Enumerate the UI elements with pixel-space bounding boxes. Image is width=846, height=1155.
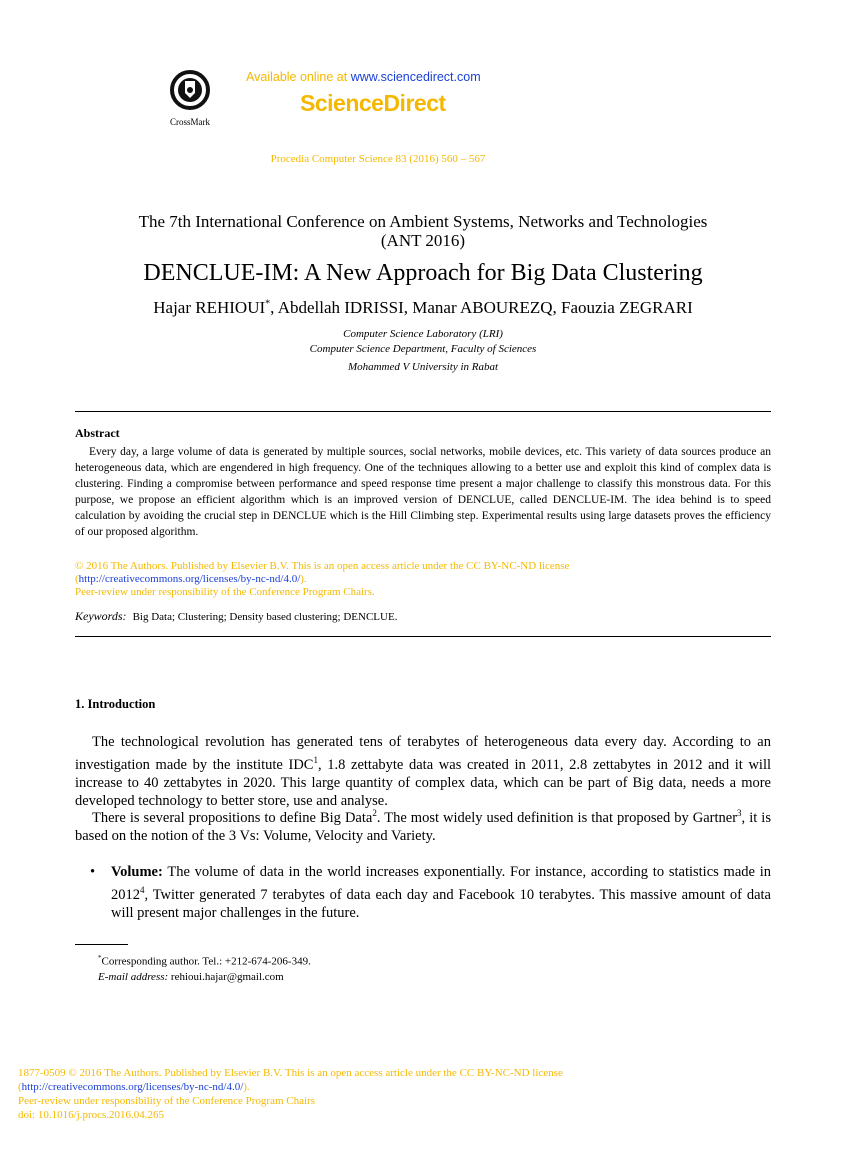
conference-name <box>0 212 846 250</box>
keywords-label: Keywords: <box>75 609 127 623</box>
doi-line[interactable]: doi: 10.1016/j.procs.2016.04.265 <box>18 1109 165 1121</box>
corresponding-mark: * <box>265 298 271 310</box>
license-open-paren: ( <box>75 573 79 585</box>
paper-title: DENCLUE-IM: A New Approach for Big Data Clustering <box>143 260 703 286</box>
footnote-line-2 <box>98 970 311 985</box>
intro-p2-text-a: There is several propositions to define Big Data <box>92 809 373 826</box>
intro-p1-text-b: , 1.8 zettabyte data was created in 2011, 2.8 zettabytes in 2012 and it will increase to 40 zettabytes in 2020. This large quantity of complex data, which can be part of Big data, needs a more developed technology to better store, use and analyse. <box>75 756 771 809</box>
bullet-dot: • <box>90 864 96 880</box>
conference-line-1: The 7th International Conference on Ambient Systems, Networks and Technologies <box>138 212 708 231</box>
footnote-ref-2[interactable]: 2 <box>372 808 377 818</box>
license-close-paren: ). <box>300 573 307 585</box>
footnote-mark: * <box>98 954 102 962</box>
other-authors: , Abdellah IDRISSI, Manar ABOUREZQ, Faouzia ZEGRARI <box>270 298 693 317</box>
license-link[interactable]: http://creativecommons.org/licenses/by-nc-nd/4.0/ <box>78 573 301 585</box>
affiliation-line-2: Computer Science Department, Faculty of Sciences <box>309 343 537 355</box>
bullet-text-a: The volume of data in the world increases exponentially. For instance, according to statistics made in 2012 <box>111 864 771 903</box>
section-heading-introduction: 1. Introduction <box>75 697 156 711</box>
intro-p2-text-c: , it is based on the notion of the 3 Vs: Volume, Velocity and Variety. <box>75 809 771 844</box>
intro-paragraph-2 <box>75 804 771 845</box>
author-list <box>0 298 846 318</box>
bottom-open-paren: ( <box>18 1081 22 1093</box>
sciencedirect-logo: ScienceDirect <box>300 90 446 116</box>
email-label: E-mail address: <box>98 970 169 983</box>
bullet-text-b: , Twitter generated 7 terabytes of data each day and Facebook 10 terabytes. This massive amount of data will present major challenges in the future. <box>111 886 771 921</box>
license-line-2 <box>75 573 569 586</box>
intro-p2-text-b: . The most widely used definition is that proposed by Gartner <box>376 809 738 826</box>
footnote-phone: Corresponding author. Tel.: +212-674-206-349. <box>101 955 311 968</box>
bottom-license-line-1: 1877-0509 © 2016 The Authors. Published by Elsevier B.V. This is an open access article under the CC BY-NC-ND license <box>18 1067 563 1079</box>
intro-p1-text-a: The technological revolution has generated tens of terabytes of heterogeneous data every day. According to an investigation made by the institute IDC <box>75 734 771 773</box>
abstract-heading: Abstract <box>75 426 120 440</box>
bottom-close-paren: ). <box>243 1081 250 1093</box>
affiliation-line-3: Mohammed V University in Rabat <box>347 361 499 373</box>
sciencedirect-link[interactable]: www.sciencedirect.com <box>350 70 481 84</box>
footnote-ref-3[interactable]: 3 <box>737 808 742 818</box>
footnote <box>98 951 311 985</box>
top-divider <box>75 411 771 412</box>
abstract-text: Every day, a large volume of data is generated by multiple sources, social networks, mobile devices, etc. This variety of data sources produce an heterogeneous data, which are engendered in high frequency. One of the techniques allowing to a better use and exploit this kind of complex data is clustering. Finding a compromise between performance and speed response time present a major challenge to classify this monstrous data. For this purpose, we propose an efficient algorithm which is an improved version of DENCLUE, called DENCLUE-IM. The idea behind is to speed calculation by avoiding the crucial step in DENCLUE which is the Hill Climbing step. Experimental results using large datasets proves the efficiency of our proposed algorithm. <box>75 446 771 538</box>
first-author: Hajar REHIOUI <box>153 298 266 317</box>
keywords <box>75 609 397 624</box>
journal-reference: Procedia Computer Science 83 (2016) 560 – 567 <box>270 153 486 165</box>
crossmark-badge[interactable] <box>165 70 215 127</box>
affiliation-line-1: Computer Science Laboratory (LRI) <box>343 328 503 340</box>
affiliation <box>0 327 846 375</box>
keywords-list: Big Data; Clustering; Density based clustering; DENCLUE. <box>132 611 398 623</box>
license-line-3: Peer-review under responsibility of the Conference Program Chairs. <box>75 586 375 598</box>
footnote-line-1 <box>98 951 311 970</box>
conference-line-2: (ANT 2016) <box>380 231 466 250</box>
email-address[interactable]: rehioui.hajar@gmail.com <box>168 970 284 983</box>
bullet-text <box>111 863 771 922</box>
bullet-item-volume <box>90 863 771 922</box>
abstract-license <box>75 560 569 599</box>
available-prefix: Available online at <box>246 70 351 84</box>
intro-paragraph-1 <box>75 733 771 810</box>
footnote-ref-1[interactable]: 1 <box>313 755 318 765</box>
bottom-divider <box>75 636 771 637</box>
bottom-license-link[interactable]: http://creativecommons.org/licenses/by-nc-nd/4.0/ <box>21 1081 244 1093</box>
crossmark-icon <box>170 70 210 110</box>
bottom-license <box>18 1066 563 1122</box>
license-line-1: © 2016 The Authors. Published by Elsevier B.V. This is an open access article under the CC BY-NC-ND license <box>75 560 570 572</box>
footnote-divider <box>75 944 128 945</box>
available-online-line <box>246 70 481 84</box>
bullet-term: Volume: <box>111 864 163 880</box>
crossmark-label: CrossMark <box>170 117 210 127</box>
bottom-license-line-2 <box>18 1080 563 1094</box>
bottom-license-line-3: Peer-review under responsibility of the Conference Program Chairs <box>18 1095 315 1107</box>
footnote-ref-4[interactable]: 4 <box>140 885 145 895</box>
